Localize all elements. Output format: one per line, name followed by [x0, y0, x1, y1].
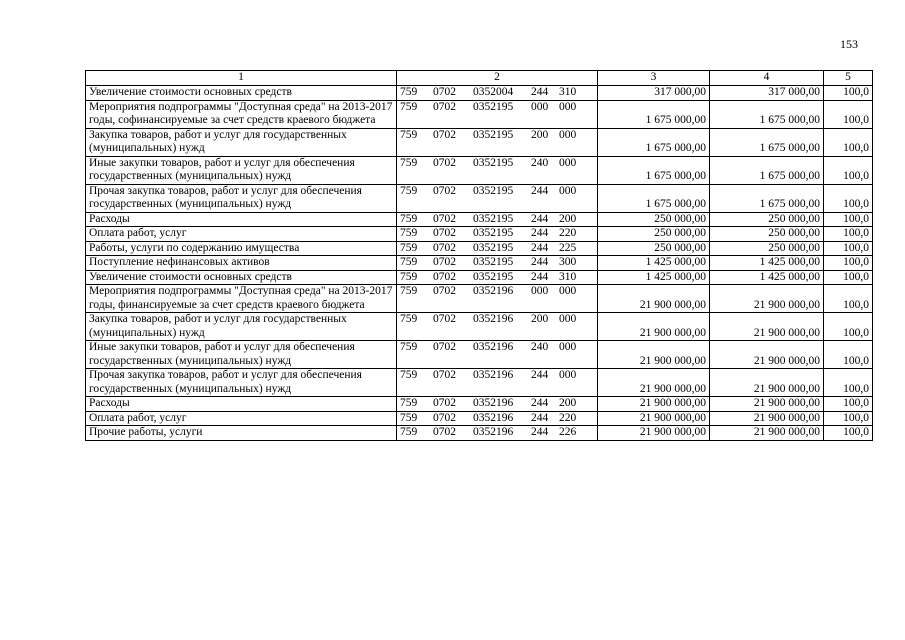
row-value-v4: 1 675 000,00 — [710, 184, 824, 212]
code-value: 244 — [531, 426, 549, 438]
row-value-v4: 21 900 000,00 — [710, 341, 824, 369]
row-value-v3: 21 900 000,00 — [598, 397, 710, 412]
row-value-v5: 100,0 — [824, 128, 873, 156]
row-value-v4: 1 675 000,00 — [710, 156, 824, 184]
row-value-v5: 100,0 — [824, 241, 873, 256]
row-codes — [397, 241, 598, 256]
code-value: 0352195 — [473, 100, 514, 113]
row-value-v4: 21 900 000,00 — [710, 411, 824, 426]
row-value-v5: 100,0 — [824, 313, 873, 341]
budget-table — [85, 70, 873, 441]
row-codes — [397, 411, 598, 426]
row-value-v5: 100,0 — [824, 270, 873, 285]
code-value: 0352196 — [473, 313, 514, 325]
code-value: 200 — [559, 397, 577, 409]
code-value: 000 — [531, 100, 549, 113]
table-row — [86, 397, 873, 412]
row-value-v5: 100,0 — [824, 285, 873, 313]
row-value-v3: 317 000,00 — [598, 86, 710, 101]
code-value: 759 — [400, 285, 418, 297]
row-value-v3: 1 425 000,00 — [598, 270, 710, 285]
row-codes — [397, 156, 598, 184]
code-value: 310 — [559, 86, 577, 98]
code-value: 0352196 — [473, 411, 514, 424]
table-row — [86, 341, 873, 369]
row-codes — [397, 86, 598, 101]
row-value-v3: 21 900 000,00 — [598, 426, 710, 441]
code-value: 000 — [559, 313, 577, 325]
code-value: 0702 — [433, 241, 456, 254]
row-name: Мероприятия подпрограммы "Доступная среда" на 2013-2017 годы, софинансируемые за счет средств краевого бюджета — [86, 100, 397, 128]
row-codes — [397, 128, 598, 156]
row-value-v5: 100,0 — [824, 184, 873, 212]
row-codes — [397, 397, 598, 412]
code-value: 0352195 — [473, 256, 514, 268]
code-value: 0352195 — [473, 128, 514, 141]
row-value-v5: 100,0 — [824, 156, 873, 184]
row-name: Мероприятия подпрограммы "Доступная среда" на 2013-2017 годы, финансируемые за счет средств краевого бюджета — [86, 285, 397, 313]
row-name: Поступление нефинансовых активов — [86, 256, 397, 271]
row-value-v4: 21 900 000,00 — [710, 369, 824, 397]
row-name: Увеличение стоимости основных средств — [86, 86, 397, 101]
code-value: 0352196 — [473, 369, 514, 381]
row-codes — [397, 369, 598, 397]
row-value-v4: 1 425 000,00 — [710, 256, 824, 271]
code-value: 759 — [400, 270, 418, 283]
row-value-v4: 317 000,00 — [710, 86, 824, 101]
row-value-v3: 1 675 000,00 — [598, 184, 710, 212]
code-value: 759 — [400, 411, 418, 424]
code-value: 759 — [400, 100, 418, 113]
code-value: 244 — [531, 411, 549, 424]
code-value: 759 — [400, 128, 418, 141]
row-value-v4: 21 900 000,00 — [710, 285, 824, 313]
code-value: 244 — [531, 86, 549, 98]
row-value-v3: 21 900 000,00 — [598, 341, 710, 369]
row-name: Закупка товаров, работ и услуг для государственных (муниципальных) нужд — [86, 128, 397, 156]
row-codes — [397, 256, 598, 271]
code-value: 0702 — [433, 397, 456, 409]
row-value-v4: 21 900 000,00 — [710, 397, 824, 412]
code-value: 759 — [400, 341, 418, 353]
row-name: Прочие работы, услуги — [86, 426, 397, 441]
code-value: 200 — [559, 212, 577, 225]
table-row — [86, 256, 873, 271]
row-value-v3: 1 675 000,00 — [598, 100, 710, 128]
code-value: 759 — [400, 241, 418, 254]
row-name: Иные закупки товаров, работ и услуг для обеспечения государственных (муниципальных) нужд — [86, 156, 397, 184]
row-name: Расходы — [86, 397, 397, 412]
code-value: 0702 — [433, 212, 456, 225]
code-value: 300 — [559, 256, 577, 268]
row-value-v4: 250 000,00 — [710, 227, 824, 242]
table-row — [86, 212, 873, 227]
code-value: 0352195 — [473, 241, 514, 254]
row-value-v4: 1 675 000,00 — [710, 128, 824, 156]
row-codes — [397, 426, 598, 441]
row-value-v3: 21 900 000,00 — [598, 313, 710, 341]
row-name: Работы, услуги по содержанию имущества — [86, 241, 397, 256]
code-value: 0352195 — [473, 212, 514, 225]
page-number: 153 — [840, 37, 858, 51]
row-codes — [397, 212, 598, 227]
column-header: 4 — [710, 71, 824, 86]
code-value: 000 — [559, 128, 577, 141]
code-value: 0702 — [433, 341, 456, 353]
row-value-v4: 1 425 000,00 — [710, 270, 824, 285]
code-value: 0352195 — [473, 184, 514, 197]
row-codes — [397, 184, 598, 212]
row-codes — [397, 270, 598, 285]
code-value: 759 — [400, 397, 418, 409]
code-value: 759 — [400, 184, 418, 197]
code-value: 240 — [531, 156, 549, 169]
code-value: 0352195 — [473, 227, 514, 239]
row-value-v3: 21 900 000,00 — [598, 369, 710, 397]
row-name: Оплата работ, услуг — [86, 227, 397, 242]
column-header: 5 — [824, 71, 873, 86]
row-value-v3: 1 675 000,00 — [598, 128, 710, 156]
code-value: 000 — [559, 341, 577, 353]
row-value-v4: 21 900 000,00 — [710, 426, 824, 441]
row-codes — [397, 227, 598, 242]
code-value: 0702 — [433, 411, 456, 424]
code-value: 0352196 — [473, 285, 514, 297]
row-value-v5: 100,0 — [824, 411, 873, 426]
code-value: 244 — [531, 184, 549, 197]
row-value-v5: 100,0 — [824, 256, 873, 271]
table-row — [86, 100, 873, 128]
row-value-v4: 250 000,00 — [710, 241, 824, 256]
code-value: 244 — [531, 369, 549, 381]
code-value: 244 — [531, 227, 549, 239]
code-value: 759 — [400, 256, 418, 268]
code-value: 759 — [400, 212, 418, 225]
code-value: 0352196 — [473, 341, 514, 353]
code-value: 0352196 — [473, 397, 514, 409]
row-value-v3: 250 000,00 — [598, 227, 710, 242]
row-value-v5: 100,0 — [824, 426, 873, 441]
column-header: 2 — [397, 71, 598, 86]
row-value-v5: 100,0 — [824, 227, 873, 242]
code-value: 0702 — [433, 426, 456, 438]
table-row — [86, 285, 873, 313]
code-value: 759 — [400, 156, 418, 169]
table-row — [86, 227, 873, 242]
code-value: 000 — [559, 369, 577, 381]
column-header: 3 — [598, 71, 710, 86]
row-value-v3: 250 000,00 — [598, 241, 710, 256]
table-row — [86, 411, 873, 426]
code-value: 759 — [400, 426, 418, 438]
code-value: 000 — [559, 285, 577, 297]
table-row — [86, 313, 873, 341]
table-row — [86, 128, 873, 156]
row-value-v3: 21 900 000,00 — [598, 285, 710, 313]
header-row — [86, 71, 873, 86]
code-value: 0352196 — [473, 426, 514, 438]
code-value: 310 — [559, 270, 577, 283]
code-value: 244 — [531, 397, 549, 409]
code-value: 0702 — [433, 156, 456, 169]
row-name: Расходы — [86, 212, 397, 227]
code-value: 220 — [559, 411, 577, 424]
code-value: 200 — [531, 128, 549, 141]
code-value: 000 — [559, 184, 577, 197]
row-value-v4: 250 000,00 — [710, 212, 824, 227]
code-value: 000 — [531, 285, 549, 297]
row-codes — [397, 341, 598, 369]
code-value: 244 — [531, 256, 549, 268]
code-value: 759 — [400, 227, 418, 239]
code-value: 759 — [400, 369, 418, 381]
code-value: 0352195 — [473, 156, 514, 169]
table-row — [86, 184, 873, 212]
code-value: 244 — [531, 212, 549, 225]
row-value-v5: 100,0 — [824, 341, 873, 369]
code-value: 0702 — [433, 86, 456, 98]
row-value-v3: 250 000,00 — [598, 212, 710, 227]
row-name: Прочая закупка товаров, работ и услуг для обеспечения государственных (муниципальных) нужд — [86, 184, 397, 212]
row-name: Закупка товаров, работ и услуг для государственных (муниципальных) нужд — [86, 313, 397, 341]
row-value-v3: 1 425 000,00 — [598, 256, 710, 271]
code-value: 244 — [531, 270, 549, 283]
code-value: 0702 — [433, 313, 456, 325]
code-value: 000 — [559, 100, 577, 113]
code-value: 244 — [531, 241, 549, 254]
row-codes — [397, 285, 598, 313]
code-value: 000 — [559, 156, 577, 169]
code-value: 0702 — [433, 100, 456, 113]
row-value-v4: 1 675 000,00 — [710, 100, 824, 128]
code-value: 759 — [400, 313, 418, 325]
code-value: 200 — [531, 313, 549, 325]
code-value: 0702 — [433, 227, 456, 239]
table-row — [86, 241, 873, 256]
row-value-v5: 100,0 — [824, 212, 873, 227]
row-name: Оплата работ, услуг — [86, 411, 397, 426]
code-value: 0352195 — [473, 270, 514, 283]
code-value: 0702 — [433, 285, 456, 297]
row-value-v3: 21 900 000,00 — [598, 411, 710, 426]
table-row — [86, 86, 873, 101]
code-value: 0352004 — [473, 86, 514, 98]
table-row — [86, 270, 873, 285]
code-value: 240 — [531, 341, 549, 353]
row-codes — [397, 313, 598, 341]
code-value: 0702 — [433, 184, 456, 197]
code-value: 0702 — [433, 270, 456, 283]
code-value: 226 — [559, 426, 577, 438]
row-value-v5: 100,0 — [824, 86, 873, 101]
row-codes — [397, 100, 598, 128]
code-value: 0702 — [433, 256, 456, 268]
row-name: Прочая закупка товаров, работ и услуг для обеспечения государственных (муниципальных) нужд — [86, 369, 397, 397]
row-name: Иные закупки товаров, работ и услуг для обеспечения государственных (муниципальных) нужд — [86, 341, 397, 369]
row-name: Увеличение стоимости основных средств — [86, 270, 397, 285]
table-row — [86, 156, 873, 184]
row-value-v5: 100,0 — [824, 100, 873, 128]
row-value-v4: 21 900 000,00 — [710, 313, 824, 341]
row-value-v5: 100,0 — [824, 397, 873, 412]
code-value: 225 — [559, 241, 577, 254]
row-value-v5: 100,0 — [824, 369, 873, 397]
code-value: 0702 — [433, 369, 456, 381]
code-value: 0702 — [433, 128, 456, 141]
row-value-v3: 1 675 000,00 — [598, 156, 710, 184]
table-row — [86, 426, 873, 441]
code-value: 759 — [400, 86, 418, 98]
column-header: 1 — [86, 71, 397, 86]
table-row — [86, 369, 873, 397]
code-value: 220 — [559, 227, 577, 239]
